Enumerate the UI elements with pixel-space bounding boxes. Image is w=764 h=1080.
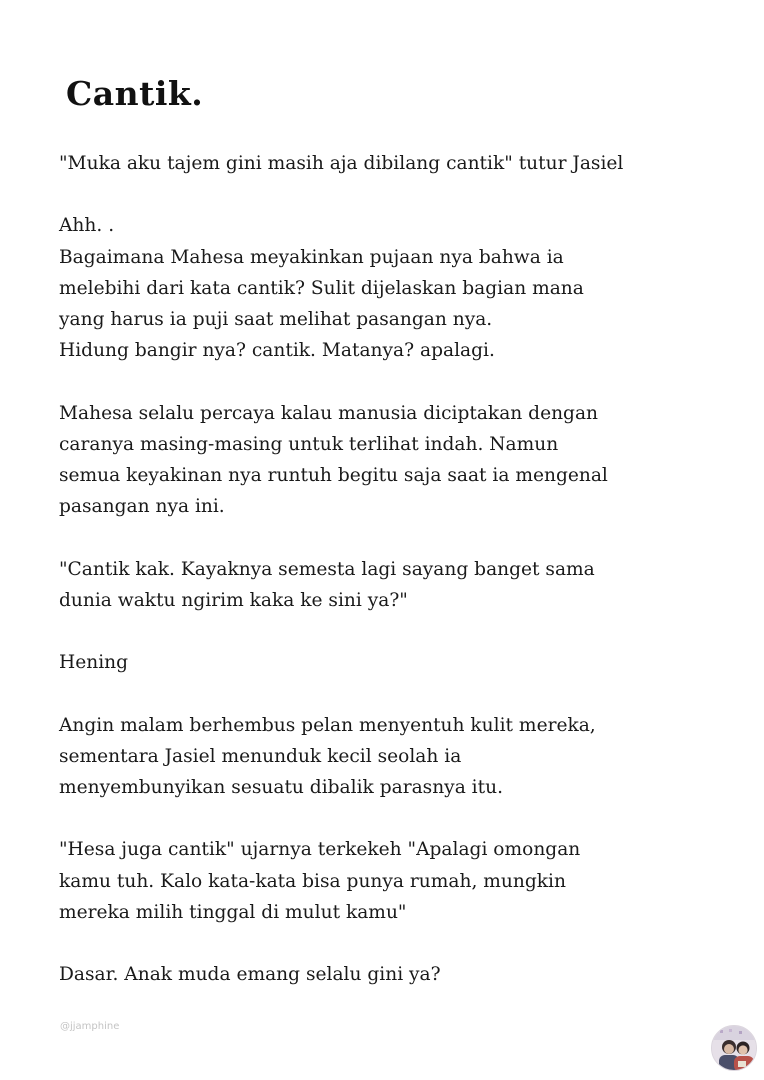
document-title — [66, 74, 203, 113]
story-line: caranya masing-masing untuk terlihat indah. Namun — [59, 433, 559, 455]
story-line: Bagaimana Mahesa meyakinkan pujaan nya bahwa ia — [59, 246, 564, 268]
story-paragraph — [59, 210, 729, 366]
story-line: kamu tuh. Kalo kata-kata bisa punya rumah, mungkin — [59, 870, 566, 892]
story-line: pasangan nya ini. — [59, 496, 225, 518]
story-line: Ahh. . — [59, 215, 115, 237]
story-body — [59, 148, 729, 990]
story-line: Mahesa selalu percaya kalau manusia diciptakan dengan — [59, 402, 599, 424]
story-line: melebihi dari kata cantik? Sulit dijelaskan bagian mana — [59, 277, 584, 299]
story-line: semua keyakinan nya runtuh begitu saja saat ia mengenal — [59, 465, 608, 486]
story-line: Hidung bangir nya? cantik. Matanya? apalagi. — [59, 340, 495, 362]
story-line: Hening — [59, 652, 129, 674]
title-text: Cantik — [66, 74, 192, 113]
story-paragraph — [59, 647, 729, 678]
story-line: "Muka aku tajem gini masih aja dibilang cantik" tutur Jasiel — [59, 153, 624, 174]
story-line: mereka milih tinggal di mulut kamu" — [59, 901, 407, 923]
story-paragraph — [59, 148, 729, 179]
story-line: dunia waktu ngirim kaka ke sini ya?" — [59, 589, 408, 611]
story-line: yang harus ia puji saat melihat pasangan nya. — [59, 309, 493, 330]
story-line: Dasar. Anak muda emang selalu gini ya? — [59, 964, 441, 986]
author-watermark: @jjamphine — [60, 1021, 120, 1032]
story-paragraph — [59, 554, 729, 616]
story-line: "Hesa juga cantik" ujarnya terkekeh "Apalagi omongan — [59, 839, 581, 861]
author-avatar — [711, 1025, 757, 1071]
story-paragraph — [59, 710, 729, 804]
story-line: menyembunyikan sesuatu dibalik parasnya itu. — [59, 776, 503, 798]
story-line: "Cantik kak. Kayaknya semesta lagi sayang banget sama — [59, 558, 595, 580]
story-line: sementara Jasiel menunduk kecil seolah ia — [59, 745, 462, 767]
story-paragraph — [59, 398, 729, 523]
title-period: . — [191, 74, 204, 113]
story-paragraph — [59, 834, 729, 928]
story-line: Angin malam berhembus pelan menyentuh kulit mereka, — [59, 714, 596, 736]
story-paragraph — [59, 959, 729, 990]
